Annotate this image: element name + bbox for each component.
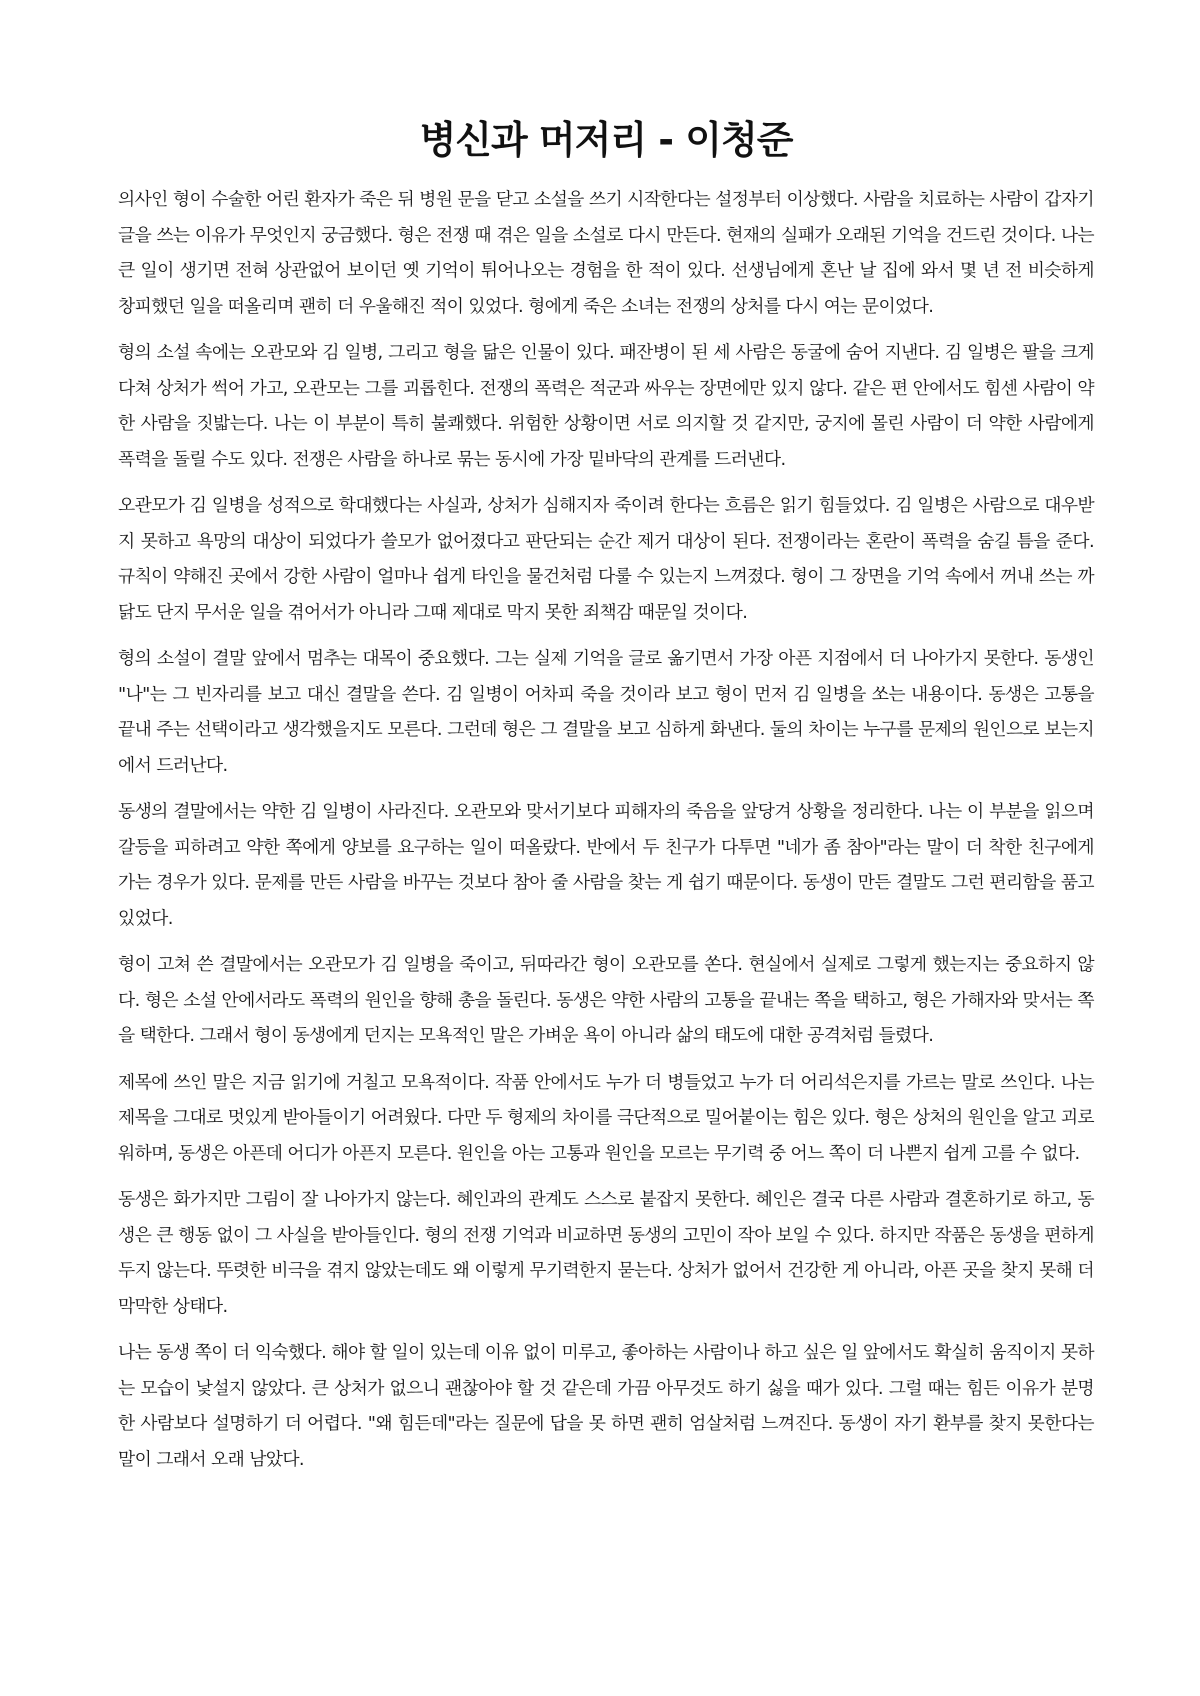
document-body — [118, 182, 1094, 1477]
paragraph: 나는 동생 쪽이 더 익숙했다. 해야 할 일이 있는데 이유 없이 미루고, 좋아하는 사람이나 하고 싶은 일 앞에서도 확실히 움직이지 못하는 모습이 낯설지 않았다. 큰 상처가 없으니 괜찮아야 할 것 같은데 가끔 아무것도 하기 싫을 때가 있다. 그럴 때는 힘든 이유가 분명한 사람보다 설명하기 더 어렵다. "왜 힘든데"라는 질문에 답을 못 하면 괜히 엄살처럼 느껴진다. 동생이 자기 환부를 찾지 못한다는 말이 그래서 오래 남았다. — [118, 1342, 1094, 1470]
paragraph: 형이 고쳐 쓴 결말에서는 오관모가 김 일병을 죽이고, 뒤따라간 형이 오관모를 쏜다. 현실에서 실제로 그렇게 했는지는 중요하지 않다. 형은 소설 안에서라도 폭력의 원인을 향해 총을 돌린다. 동생은 약한 사람의 고통을 끝내는 쪽을 택하고, 형은 가해자와 맞서는 쪽을 택한다. 그래서 형이 동생에게 던지는 모욕적인 말은 가벼운 욕이 아니라 삶의 태도에 대한 공격처럼 들렸다. — [118, 954, 1094, 1046]
paragraph: 제목에 쓰인 말은 지금 읽기에 거칠고 모욕적이다. 작품 안에서도 누가 더 병들었고 누가 더 어리석은지를 가르는 말로 쓰인다. 나는 제목을 그대로 멋있게 받아들이기 어려웠다. 다만 두 형제의 차이를 극단적으로 밀어붙이는 힘은 있다. 형은 상처의 원인을 알고 괴로워하며, 동생은 아픈데 어디가 아픈지 모른다. 원인을 아는 고통과 원인을 모르는 무기력 중 어느 쪽이 더 나쁜지 쉽게 고를 수 없다. — [118, 1071, 1094, 1164]
document-page — [118, 112, 1094, 1488]
paragraph: 형의 소설이 결말 앞에서 멈추는 대목이 중요했다. 그는 실제 기억을 글로 옮기면서 가장 아픈 지점에서 더 나아가지 못한다. 동생인 "나"는 그 빈자리를 보고 대신 결말을 쓴다. 김 일병이 어차피 죽을 것이라 보고 형이 먼저 김 일병을 쏘는 내용이다. 동생은 고통을 끝내 주는 선택이라고 생각했을지도 모른다. 그런데 형은 그 결말을 보고 심하게 화낸다. 둘의 차이는 누구를 문제의 원인으로 보는지에서 드러난다. — [118, 648, 1094, 776]
paragraph: 동생의 결말에서는 약한 김 일병이 사라진다. 오관모와 맞서기보다 피해자의 죽음을 앞당겨 상황을 정리한다. 나는 이 부분을 읽으며 갈등을 피하려고 약한 쪽에게 양보를 요구하는 일이 떠올랐다. 반에서 두 친구가 다투면 "네가 좀 참아"라는 말이 더 착한 친구에게 가는 경우가 있다. 문제를 만든 사람을 바꾸는 것보다 참아 줄 사람을 찾는 게 쉽기 때문이다. 동생이 만든 결말도 그런 편리함을 품고 있었다. — [118, 801, 1094, 929]
paragraph: 형의 소설 속에는 오관모와 김 일병, 그리고 형을 닮은 인물이 있다. 패잔병이 된 세 사람은 동굴에 숨어 지낸다. 김 일병은 팔을 크게 다쳐 상처가 썩어 가고, 오관모는 그를 괴롭힌다. 전쟁의 폭력은 적군과 싸우는 장면에만 있지 않다. 같은 편 안에서도 힘센 사람이 약한 사람을 짓밟는다. 나는 이 부분이 특히 불쾌했다. 위험한 상황이면 서로 의지할 것 같지만, 궁지에 몰린 사람이 더 약한 사람에게 폭력을 돌릴 수도 있다. 전쟁은 사람을 하나로 묶는 동시에 가장 밑바닥의 관계를 드러낸다. — [118, 342, 1094, 470]
paragraph: 동생은 화가지만 그림이 잘 나아가지 않는다. 혜인과의 관계도 스스로 붙잡지 못한다. 혜인은 결국 다른 사람과 결혼하기로 하고, 동생은 큰 행동 없이 그 사실을 받아들인다. 형의 전쟁 기억과 비교하면 동생의 고민이 작아 보일 수 있다. 하지만 작품은 동생을 편하게 두지 않는다. 뚜렷한 비극을 겪지 않았는데도 왜 이렇게 무기력한지 묻는다. 상처가 없어서 건강한 게 아니라, 아픈 곳을 찾지 못해 더 막막한 상태다. — [118, 1189, 1094, 1317]
paragraph: 의사인 형이 수술한 어린 환자가 죽은 뒤 병원 문을 닫고 소설을 쓰기 시작한다는 설정부터 이상했다. 사람을 치료하는 사람이 갑자기 글을 쓰는 이유가 무엇인지 궁금했다. 형은 전쟁 때 겪은 일을 소설로 다시 만든다. 현재의 실패가 오래된 기억을 건드린 것이다. 나는 큰 일이 생기면 전혀 상관없어 보이던 옛 기억이 튀어나오는 경험을 한 적이 있다. 선생님에게 혼난 날 집에 와서 몇 년 전 비슷하게 창피했던 일을 떠올리며 괜히 더 우울해진 적이 있었다. 형에게 죽은 소녀는 전쟁의 상처를 다시 여는 문이었다. — [118, 189, 1094, 317]
document-title: 병신과 머저리 - 이청준 — [419, 118, 793, 162]
paragraph: 오관모가 김 일병을 성적으로 학대했다는 사실과, 상처가 심해지자 죽이려 한다는 흐름은 읽기 힘들었다. 김 일병은 사람으로 대우받지 못하고 욕망의 대상이 되었다가 쓸모가 없어졌다고 판단되는 순간 제거 대상이 된다. 전쟁이라는 혼란이 폭력을 숨길 틈을 준다. 규칙이 약해진 곳에서 강한 사람이 얼마나 쉽게 타인을 물건처럼 다룰 수 있는지 느껴졌다. 형이 그 장면을 기억 속에서 꺼내 쓰는 까닭도 단지 무서운 일을 겪어서가 아니라 그때 제대로 막지 못한 죄책감 때문일 것이다. — [118, 495, 1094, 623]
